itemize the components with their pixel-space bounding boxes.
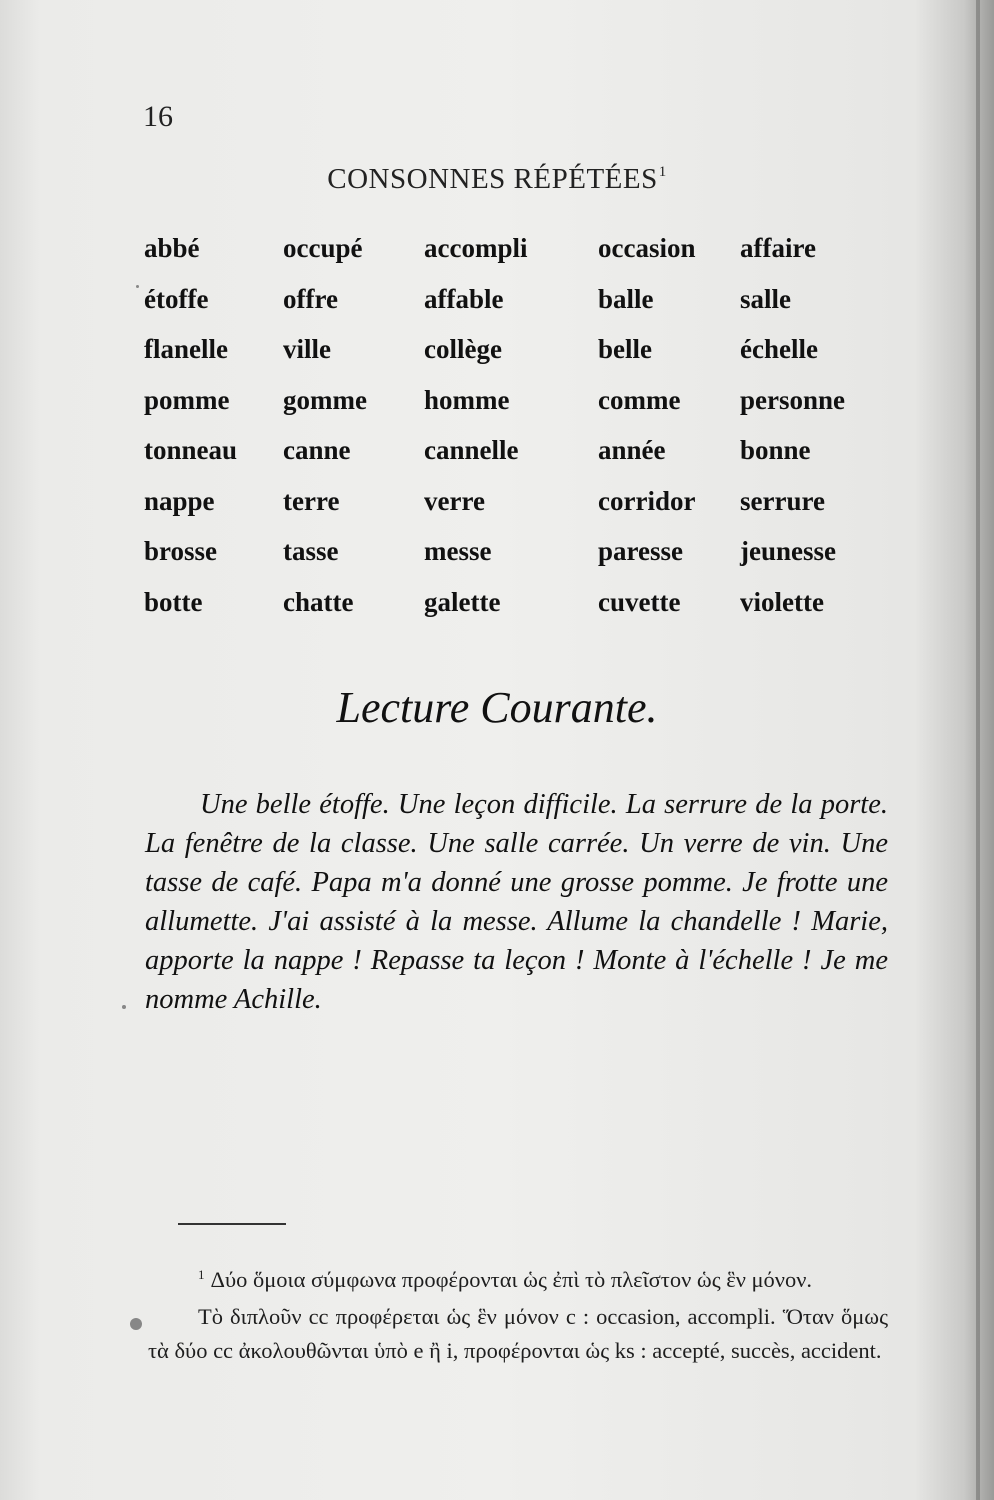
word-cell: occasion <box>598 233 696 263</box>
word-cell: cuvette <box>598 586 681 617</box>
word-cell: tasse <box>283 536 339 566</box>
footnote-1-text: Δύο ὅμοια σύμφωνα προφέρονται ὡς ἐπὶ τὸ πλεῖστον ὡς ἓν μόνον. <box>210 1267 813 1292</box>
word-cell: jeunesse <box>740 536 836 566</box>
paper-speck <box>122 1005 126 1009</box>
word-cell: ville <box>283 334 331 364</box>
word-cell: violette <box>740 586 824 617</box>
lecture-text: Une belle étoffe. Une leçon difficile. La serrure de la porte. La fenêtre de la classe. Une salle carrée. Un verre de vin. Une tasse de café. Papa m'a donné une grosse pomme. Je frotte une allumette. J'ai assisté à la messe. Allume la chandelle ! Marie, apporte la nappe ! Repasse ta leçon ! Monte à l'échelle ! Je me nomme Achille. <box>145 789 888 1015</box>
page-spine-shadow <box>976 0 980 1500</box>
lecture-paragraph <box>145 785 888 1019</box>
word-cell: collège <box>424 334 502 364</box>
footnote-reference: 1 <box>658 164 667 180</box>
footnote-divider <box>178 1223 286 1225</box>
word-cell: messe <box>424 536 492 566</box>
word-cell: galette <box>424 586 501 617</box>
word-cell: affaire <box>740 233 816 263</box>
page-number: 16 <box>143 100 173 133</box>
word-cell: offre <box>283 283 338 314</box>
footnote-marker: 1 <box>198 1267 205 1282</box>
word-cell: chatte <box>283 586 354 617</box>
word-cell: étoffe <box>144 283 209 314</box>
word-cell: verre <box>424 485 485 516</box>
word-cell: botte <box>144 586 203 617</box>
word-cell: bonne <box>740 435 811 465</box>
word-cell: balle <box>598 283 654 314</box>
word-cell: homme <box>424 384 510 415</box>
word-cell: affable <box>424 283 504 314</box>
word-cell: terre <box>283 485 340 516</box>
word-cell: comme <box>598 384 681 415</box>
footnotes <box>148 1258 888 1368</box>
word-cell: abbé <box>144 233 200 263</box>
word-cell: gomme <box>283 384 367 415</box>
word-cell: serrure <box>740 485 825 516</box>
paper-speck <box>130 1318 142 1330</box>
footnote-1 <box>148 1258 888 1297</box>
word-cell: paresse <box>598 536 683 566</box>
word-cell: année <box>598 435 666 465</box>
lecture-title: Lecture Courante. <box>336 683 658 732</box>
word-cell: salle <box>740 283 791 314</box>
word-cell: brosse <box>144 536 218 566</box>
word-cell: corridor <box>598 485 696 516</box>
word-cell: flanelle <box>144 334 228 364</box>
word-cell: personne <box>740 384 846 415</box>
section-title <box>0 163 994 196</box>
word-cell: occupé <box>283 233 363 263</box>
section-title-text: CONSONNES RÉPÉTÉES <box>327 163 658 195</box>
word-cell: pomme <box>144 384 230 415</box>
word-table <box>144 228 890 632</box>
word-cell: cannelle <box>424 435 519 465</box>
paper-speck <box>136 285 139 288</box>
word-cell: nappe <box>144 485 215 516</box>
word-cell: accompli <box>424 233 528 263</box>
footnote-2: Τὸ διπλοῦν cc προφέρεται ὡς ἓν μόνον c : occasion, accompli. Ὅταν ὅμως τὰ δύο cc ἀκολουθῶνται ὑπὸ e ἢ i, προφέρονται ὡς ks : accepté, succès, accident. <box>148 1304 888 1363</box>
word-cell: canne <box>283 435 351 465</box>
word-cell: tonneau <box>144 435 238 465</box>
word-cell: échelle <box>740 334 818 364</box>
word-cell: belle <box>598 334 652 364</box>
